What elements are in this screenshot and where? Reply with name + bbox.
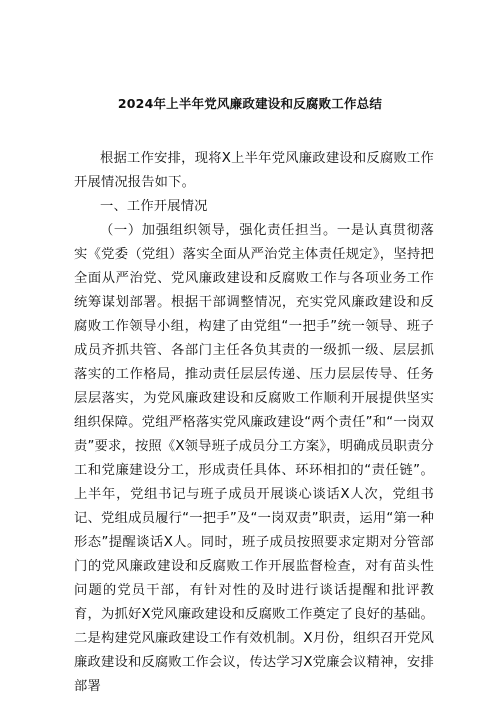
document-title: 2024年上半年党风廉政建设和反腐败工作总结 (117, 96, 383, 111)
document-body (74, 147, 434, 699)
section-heading: 一、工作开展情况 (100, 199, 208, 214)
body-paragraph: （一）加强组织领导，强化责任担当。一是认真贯彻落实《党委（党组）落实全面从严治党主体责任规定》，坚持把全面从严治党、党风廉政建设和反腐败工作与各项业务工作统筹谋划部署。根据干部调整情况，充实党风廉政建设和反腐败工作领导小组，构建了由党组“一把手”统一领导、班子成员齐抓共管、各部门主任各负其责的一级抓一级、层层抓落实的工作格局，推动责任层层传递、压力层层传导、任务层层落实，为党风廉政建设和反腐败工作顺利开展提供坚实组织保障。党组严格落实党风廉政建设“两个责任”和“一岗双责”要求，按照《X领导班子成员分工方案》，明确成员职责分工和党廉建设分工，形成责任具体、环环相扣的“责任链”。上半年，党组书记与班子成员开展谈心谈话X人次，党组书记、党组成员履行“一把手”及“一岗双责”职责，运用“第一种形态”提醒谈话X人。同时，班子成员按照要求定期对分管部门的党风廉政建设和反腐败工作开展监督检查，对有苗头性问题的党员干部，有针对性的及时进行谈话提醒和批评教育，为抓好X党风廉政建设和反腐败工作奠定了良好的基础。二是构建党风廉政建设工作有效机制。X月份，组织召开党风廉政建设和反腐败工作会议，传达学习X党廉会议精神，安排部署 (74, 223, 435, 694)
intro-paragraph: 根据工作安排，现将X上半年党风廉政建设和反腐败工作开展情况报告如下。 (74, 151, 434, 190)
